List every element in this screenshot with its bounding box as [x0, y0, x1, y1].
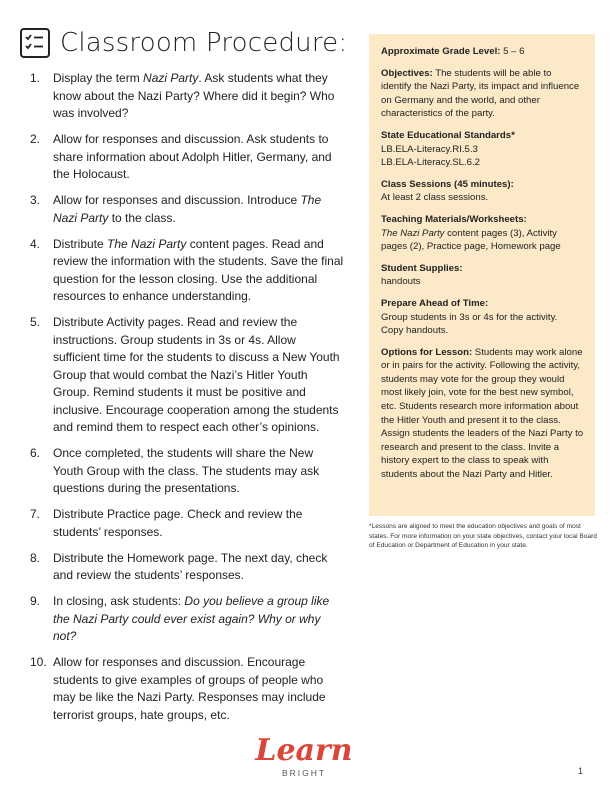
sessions-value: At least 2 class sessions. — [381, 192, 489, 204]
grade-level — [381, 45, 584, 59]
procedure-step — [30, 593, 344, 646]
step-emphasis: The Nazi Party — [53, 193, 322, 225]
step-text: . Ask students what they know about the Nazi Party? Where did it begin? Who was involved? — [53, 71, 335, 120]
procedure-step — [30, 131, 344, 184]
materials-label: Teaching Materials/Worksheets: — [381, 213, 527, 225]
step-number: 4. — [30, 236, 41, 251]
class-sessions — [381, 178, 584, 205]
materials-text — [381, 227, 584, 254]
procedure-step — [30, 445, 344, 498]
page-header — [20, 18, 347, 68]
step-number: 3. — [30, 193, 41, 207]
step-text: Allow for responses and discussion. Introduce — [53, 193, 301, 207]
step-text: Distribute the Homework page. The next day, check and review the students’ responses. — [53, 550, 328, 582]
step-number: 8. — [30, 550, 41, 565]
page-title: Classroom Procedure: — [60, 28, 348, 58]
student-supplies — [381, 262, 584, 289]
step-text: Display the term — [53, 71, 144, 85]
supplies-label: Student Supplies: — [381, 262, 463, 274]
lesson-info-panel — [369, 34, 595, 516]
standard-code: LB.ELA-Literacy.SL.6.2 — [381, 157, 481, 169]
objectives — [381, 67, 584, 121]
learn-bright-logo — [254, 726, 354, 784]
logo-word: Learn — [255, 733, 353, 768]
standards-label: State Educational Standards* — [381, 129, 515, 141]
objectives-label: Objectives: — [381, 67, 433, 79]
procedure-list — [30, 70, 344, 733]
standards-footnote: *Lessons are aligned to meet the education objectives and goals of most states. For more information on your state objectives, contact your local Board of Education or Department of Education in your state. — [369, 523, 597, 549]
procedure-step — [30, 236, 344, 306]
step-emphasis: Do you believe a group like the Nazi Party could ever exist again? Why or why not? — [53, 594, 330, 643]
teaching-materials — [381, 213, 584, 254]
step-number: 5. — [30, 315, 41, 329]
procedure-step — [30, 506, 344, 541]
objectives-text: The students will be able to identify the Nazi Party, its impact and influence on Germany and the world, and other characteristics of the party. — [381, 67, 580, 120]
page-number: 1 — [578, 766, 584, 776]
procedure-step — [30, 192, 344, 227]
step-number: 2. — [30, 132, 41, 146]
prepare-label: Prepare Ahead of Time: — [381, 297, 489, 309]
lesson-options — [381, 346, 584, 482]
step-text: Allow for responses and discussion. Encourage students to give examples of groups of people who may be like the Nazi Party. Responses may include terrorist groups, hate groups, etc. — [53, 655, 326, 722]
grade-level-value: 5 – 6 — [500, 46, 525, 57]
step-number: 7. — [30, 507, 41, 521]
step-text: to the class. — [108, 210, 176, 225]
step-emphasis: Nazi Party — [143, 71, 199, 85]
prepare-line: Group students in 3s or 4s for the activity. — [381, 311, 558, 323]
step-emphasis: The Nazi Party — [107, 236, 187, 251]
procedure-step — [30, 314, 344, 437]
materials-list: content pages (3), Activity pages (2), Practice page, Homework page — [381, 227, 561, 253]
grade-level-label: Approximate Grade Level: — [381, 46, 501, 57]
supplies-value: handouts — [381, 276, 421, 288]
prepare-ahead — [381, 297, 584, 338]
step-text: In closing, ask students: — [53, 594, 185, 608]
step-text: Once completed, the students will share the New Youth Group with the class. The students may ask questions during the presentations. — [53, 446, 320, 495]
prepare-line: Copy handouts. — [381, 325, 449, 337]
step-text: Distribute — [53, 236, 108, 251]
standard-code: LB.ELA-Literacy.RI.5.3 — [381, 143, 478, 155]
step-number: 10. — [30, 655, 47, 669]
logo-sub: BRIGHT — [281, 768, 327, 778]
step-text: Distribute Practice page. Check and review the students’ responses. — [53, 507, 303, 539]
standards — [381, 129, 584, 170]
sessions-label: Class Sessions (45 minutes): — [381, 178, 514, 190]
procedure-step — [30, 654, 344, 724]
materials-title: The Nazi Party — [381, 227, 445, 239]
step-text: content pages. Read and review the information with the students. Save the final question for the lesson closing. Use the additional resources to enhance understanding. — [53, 236, 344, 303]
options-label: Options for Lesson: — [381, 346, 473, 358]
step-text: Allow for responses and discussion. Ask students to share information about Adolph Hitler, Germany, and the Holocaust. — [53, 132, 332, 181]
step-text: Distribute Activity pages. Read and review the instructions. Group students in 3s or 4s. Allow sufficient time for the students to discuss a New Youth Group that would combat the Nazi’s Hitler Youth Group. Remind students it must be positive and inclusive. Encourage cooperation among the students and remind them to respect each other’s opinions. — [53, 315, 340, 434]
options-text: Students may work alone or in pairs for the activity. Following the activity, students may vote for the group they would most likely join, vote for the best new symbol, etc. Students research more information about the Hitler Youth and present it to the class. Assign students the leaders of the Nazi Party to research and present to the class. Invite a history expert to the class to speak with students about the Nazi Party and Hitler. — [381, 346, 584, 481]
step-number: 1. — [30, 71, 41, 85]
step-number: 9. — [30, 594, 41, 608]
step-number: 6. — [30, 446, 41, 460]
procedure-step — [30, 70, 344, 123]
procedure-step — [30, 550, 344, 585]
checklist-icon — [20, 28, 50, 58]
